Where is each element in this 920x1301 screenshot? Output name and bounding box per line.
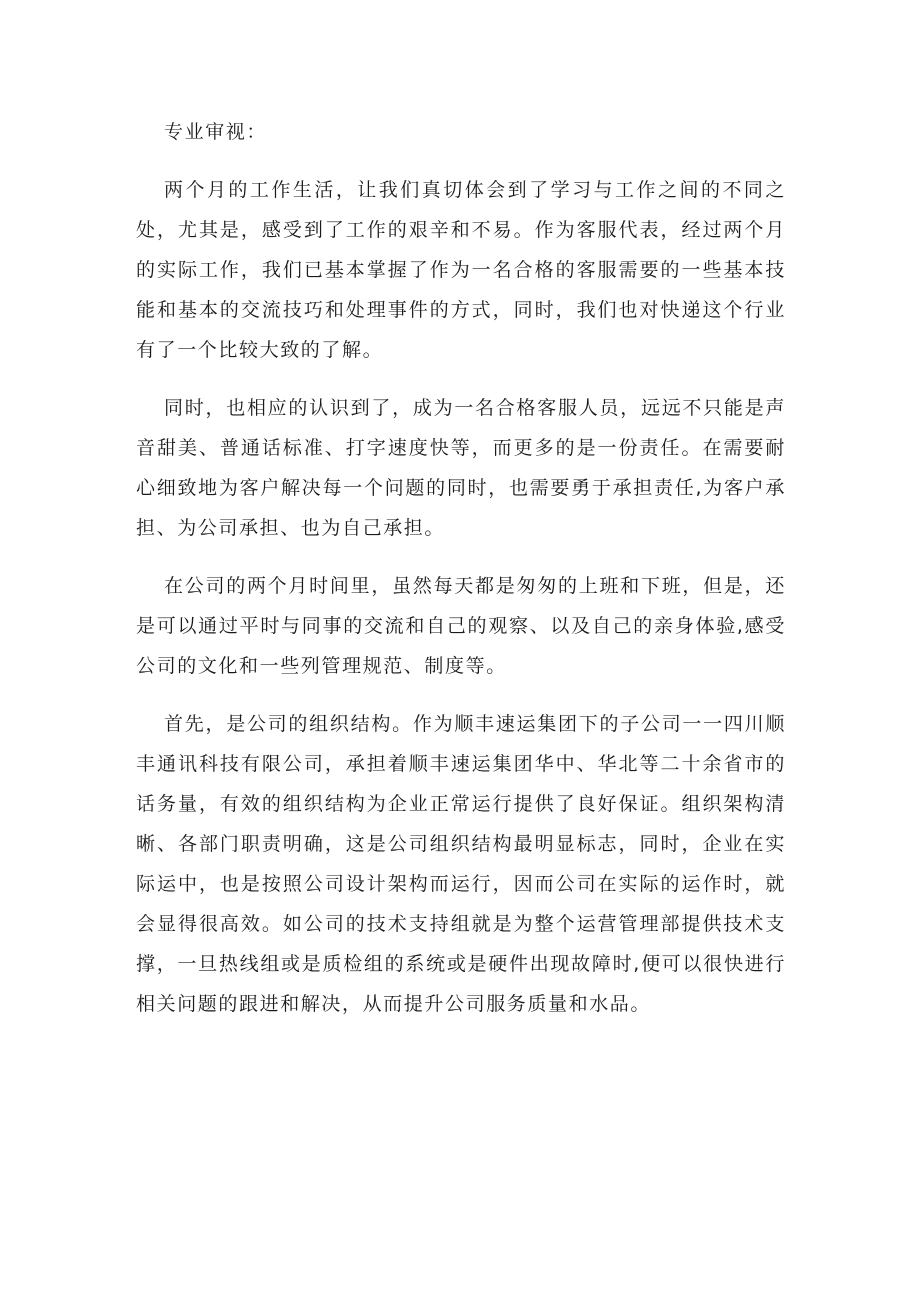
paragraph-3: 在公司的两个月时间里，虽然每天都是匆匆的上班和下班，但是，还是可以通过平时与同事的交流和自己的观察、以及自己的亲身体验,感受公司的文化和一些列管理规范、制度等。 <box>136 575 786 677</box>
paragraph-4: 首先，是公司的组织结构。作为顺丰速运集团下的子公司一一四川顺丰通讯科技有限公司，承担着顺丰速运集团华中、华北等二十余省市的话务量，有效的组织结构为企业正常运行提供了良好保证。组织架构清晰、各部门职责明确，这是公司组织结构最明显标志，同时，企业在实际运中，也是按照公司设计架构而运行，因而公司在实际的运作时，就会显得很高效。如公司的技术支持组就是为整个运营管理部提供技术支撑，一旦热线组或是质检组的系统或是硬件出现故障时,便可以很快进行相关问题的跟进和解决，从而提升公司服务质量和水品。 <box>136 713 786 1015</box>
document-body <box>136 112 786 1042</box>
section-heading: 专业审视： <box>164 121 268 143</box>
paragraph-2: 同时，也相应的认识到了，成为一名合格客服人员，远远不只能是声音甜美、普通话标准、打字速度快等，而更多的是一份责任。在需要耐心细致地为客户解决每一个问题的同时，也需要勇于承担责任,为客户承担、为公司承担、也为自己承担。 <box>136 397 786 539</box>
paragraph-1: 两个月的工作生活，让我们真切体会到了学习与工作之间的不同之处，尤其是，感受到了工作的艰辛和不易。作为客服代表，经过两个月的实际工作，我们已基本掌握了作为一名合格的客服需要的一些基本技能和基本的交流技巧和处理事件的方式，同时，我们也对快递这个行业有了一个比较大致的了解。 <box>136 179 786 361</box>
